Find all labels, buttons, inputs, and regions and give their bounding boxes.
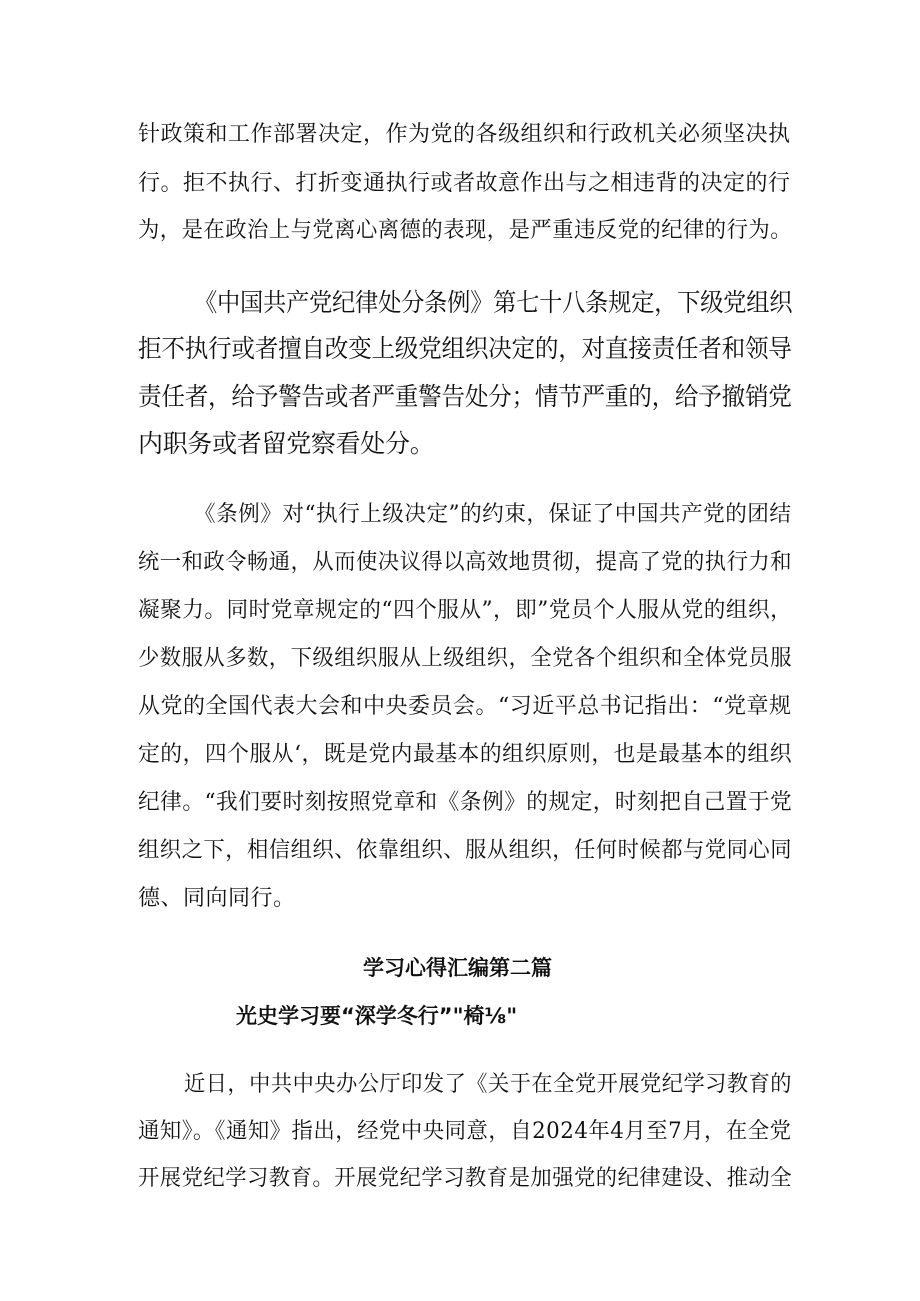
para3-line-8: 组织之下，相信组织、依靠组织、服从组织，任何时候都与党同心同	[138, 838, 793, 863]
para2-line-3: 责任者，给予警告或者严重警告处分；情节严重的，给予撤销党	[138, 382, 792, 411]
section-title: 学习心得汇编第二篇	[363, 956, 552, 980]
para3-line-2: 统一和政令畅通，从而使决议得以高效地贯彻，提高了党的执行力和	[138, 550, 793, 575]
para2-line-4: 内职务或者留党察看处分。	[138, 429, 435, 458]
para2-line-1: 《中国共产党纪律处分条例》第七十八条规定，下级党组织	[194, 288, 793, 317]
para4-line-3: 开展党纪学习教育。开展党纪学习教育是加强党的纪律建设、推动全	[138, 1166, 793, 1191]
para3-line-4: 少数服从多数，下级组织服从上级组织，全党各个组织和全体党员服	[138, 646, 793, 671]
para1-line-3: 为，是在政治上与党离心离德的表现，是严重违反党的纪律的行为。	[138, 218, 793, 243]
para1-line-2: 行。拒不执行、打折变通执行或者故意作出与之相违背的决定的行	[138, 171, 791, 196]
para3-line-7: 纪律。“我们要时刻按照党章和《条例》的规定，时刻把自己置于党	[138, 790, 793, 815]
para4-line-2: 通知》。《通知》指出，经党中央同意，自2024年4月至7月，在全党	[138, 1119, 792, 1144]
para4-line-1: 近日，中共中央办公厅印发了《关于在全党开展党纪学习教育的	[184, 1072, 793, 1097]
article-title: 光史学习要“深学冬行”"椅⅛"	[236, 1004, 518, 1028]
para2-line-2: 拒不执行或者擅自改变上级党组织决定的，对直接责任者和领导	[138, 334, 792, 363]
para3-line-3: 凝聚力。同时党章规定的“四个服从”，即”党员个人服从党的组织，	[138, 598, 793, 623]
para3-line-1: 《条例》对“执行上级决定”的约束，保证了中国共产党的团结	[194, 502, 792, 527]
para3-line-6: 定的，四个服从‘，既是党内最基本的组织原则，也是最基本的组织	[138, 742, 792, 767]
para1-line-1: 针政策和工作部署决定，作为党的各级组织和行政机关必须坚决执	[138, 122, 791, 147]
para3-line-5: 从党的全国代表大会和中央委员会。“习近平总书记指出：“党章规	[138, 694, 792, 719]
para3-line-9: 德、同向同行。	[138, 886, 296, 911]
